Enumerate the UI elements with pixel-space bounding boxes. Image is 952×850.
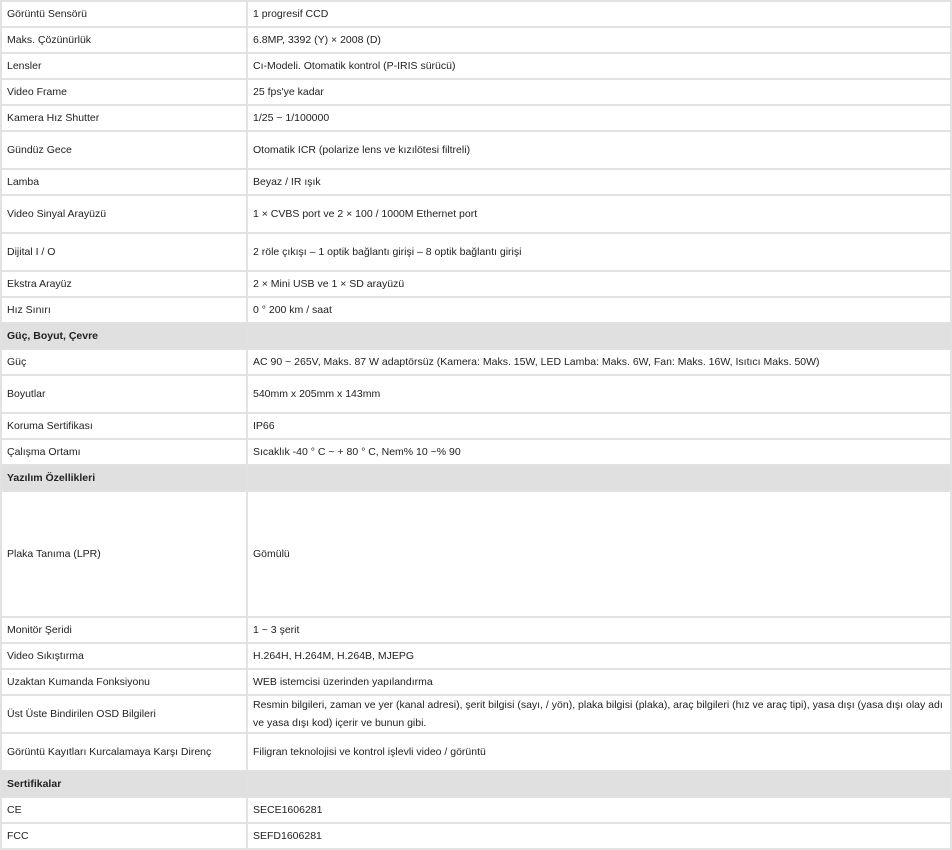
spec-value: 6.8MP, 3392 (Y) × 2008 (D) <box>247 27 951 53</box>
section-empty-cell <box>247 465 951 491</box>
spec-label: FCC <box>1 823 247 849</box>
spec-row <box>1 131 951 169</box>
spec-row <box>1 79 951 105</box>
spec-value: 2 röle çıkışı – 1 optik bağlantı girişi – 8 optik bağlantı girişi <box>247 233 951 271</box>
section-title: Güç, Boyut, Çevre <box>1 323 247 349</box>
spec-label: Kamera Hız Shutter <box>1 105 247 131</box>
spec-label: CE <box>1 797 247 823</box>
spec-row <box>1 643 951 669</box>
section-empty-cell <box>247 323 951 349</box>
spec-label: Maks. Çözünürlük <box>1 27 247 53</box>
section-header-row <box>1 323 951 349</box>
spec-value: 1 progresif CCD <box>247 1 951 27</box>
spec-row <box>1 169 951 195</box>
spec-row <box>1 669 951 695</box>
spec-value: SECE1606281 <box>247 797 951 823</box>
spec-label: Uzaktan Kumanda Fonksiyonu <box>1 669 247 695</box>
spec-value: Filigran teknolojisi ve kontrol işlevli video / görüntü <box>247 733 951 771</box>
spec-value: Otomatik ICR (polarize lens ve kızılötesi filtreli) <box>247 131 951 169</box>
spec-row <box>1 733 951 771</box>
spec-value: 1 ~ 3 şerit <box>247 617 951 643</box>
spec-row <box>1 797 951 823</box>
spec-row <box>1 439 951 465</box>
spec-label: Çalışma Ortamı <box>1 439 247 465</box>
spec-row <box>1 297 951 323</box>
spec-value: Resmin bilgileri, zaman ve yer (kanal adresi), şerit bilgisi (sayı, / yön), plaka bilgisi (plaka), araç bilgileri (hız ve araç tipi), yasa dışı (yasa dışı olay adı ve yasa dışı kod) içerir ve bunun gibi. <box>247 695 951 733</box>
spec-value: 1 × CVBS port ve 2 × 100 / 1000M Ethernet port <box>247 195 951 233</box>
spec-value: Beyaz / IR ışık <box>247 169 951 195</box>
spec-label: Video Sıkıştırma <box>1 643 247 669</box>
spec-label: Güç <box>1 349 247 375</box>
spec-row <box>1 53 951 79</box>
spec-label: Video Sinyal Arayüzü <box>1 195 247 233</box>
spec-row <box>1 195 951 233</box>
spec-label: Lensler <box>1 53 247 79</box>
spec-table-body <box>1 1 951 849</box>
spec-value: SEFD1606281 <box>247 823 951 849</box>
spec-label: Plaka Tanıma (LPR) <box>1 491 247 617</box>
spec-label: Görüntü Sensörü <box>1 1 247 27</box>
spec-label: Hız Sınırı <box>1 297 247 323</box>
spec-row <box>1 105 951 131</box>
spec-value: Cı-Modeli. Otomatik kontrol (P-IRIS sürücü) <box>247 53 951 79</box>
spec-value: 25 fps'ye kadar <box>247 79 951 105</box>
spec-row <box>1 375 951 413</box>
spec-value: Gömülü <box>247 491 951 617</box>
spec-row <box>1 413 951 439</box>
spec-value: 1/25 ~ 1/100000 <box>247 105 951 131</box>
spec-label: Video Frame <box>1 79 247 105</box>
spec-label: Üst Üste Bindirilen OSD Bilgileri <box>1 695 247 733</box>
spec-value: Sıcaklık -40 ° C ~ + 80 ° C, Nem% 10 ~% 90 <box>247 439 951 465</box>
spec-value: WEB istemcisi üzerinden yapılandırma <box>247 669 951 695</box>
spec-value: 2 × Mini USB ve 1 × SD arayüzü <box>247 271 951 297</box>
spec-row <box>1 233 951 271</box>
section-title: Yazılım Özellikleri <box>1 465 247 491</box>
spec-value: 540mm x 205mm x 143mm <box>247 375 951 413</box>
spec-value: IP66 <box>247 413 951 439</box>
spec-label: Dijital I / O <box>1 233 247 271</box>
spec-row <box>1 823 951 849</box>
spec-row <box>1 271 951 297</box>
section-title: Sertifikalar <box>1 771 247 797</box>
section-header-row <box>1 771 951 797</box>
spec-label: Koruma Sertifikası <box>1 413 247 439</box>
spec-value: AC 90 ~ 265V, Maks. 87 W adaptörsüz (Kamera: Maks. 15W, LED Lamba: Maks. 6W, Fan: Maks. 16W, Isıtıcı Maks. 50W) <box>247 349 951 375</box>
spec-label: Gündüz Gece <box>1 131 247 169</box>
section-header-row <box>1 465 951 491</box>
spec-value: H.264H, H.264M, H.264B, MJEPG <box>247 643 951 669</box>
spec-row <box>1 617 951 643</box>
spec-label: Ekstra Arayüz <box>1 271 247 297</box>
spec-row <box>1 27 951 53</box>
spec-row <box>1 695 951 733</box>
spec-label: Görüntü Kayıtları Kurcalamaya Karşı Direnç <box>1 733 247 771</box>
spec-row <box>1 491 951 617</box>
spec-label: Lamba <box>1 169 247 195</box>
spec-label: Monitör Şeridi <box>1 617 247 643</box>
spec-row <box>1 1 951 27</box>
spec-label: Boyutlar <box>1 375 247 413</box>
spec-value: 0 ° 200 km / saat <box>247 297 951 323</box>
section-empty-cell <box>247 771 951 797</box>
spec-row <box>1 349 951 375</box>
